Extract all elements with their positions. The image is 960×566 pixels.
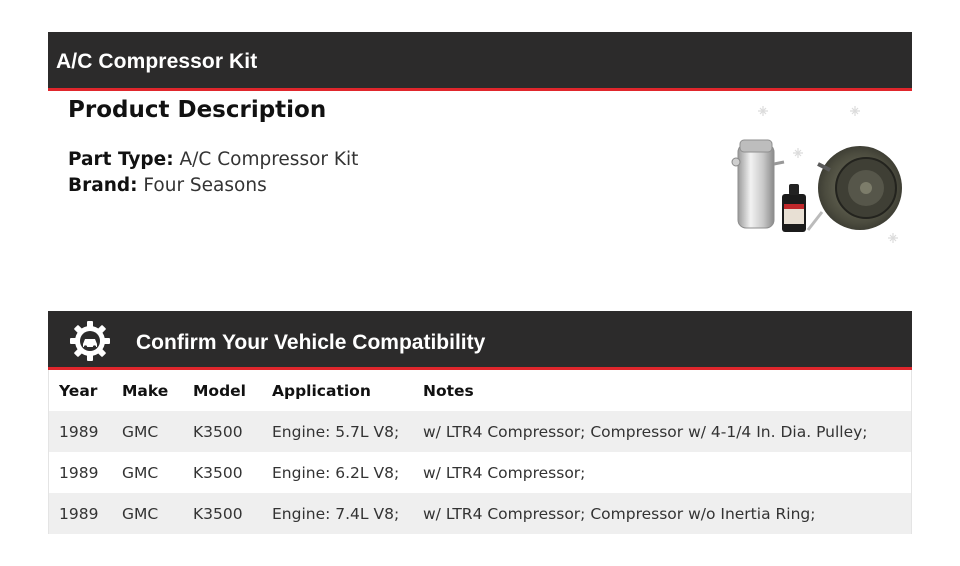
column-header-application: Application — [272, 382, 371, 400]
cell-notes: w/ LTR4 Compressor; Compressor w/ 4-1/4 In. Dia. Pulley; — [423, 423, 868, 441]
cell-year: 1989 — [59, 423, 99, 441]
part-type-label: Part Type: — [68, 149, 174, 170]
cell-make: GMC — [122, 464, 159, 482]
column-header-year: Year — [59, 382, 98, 400]
column-header-notes: Notes — [423, 382, 474, 400]
gear-car-icon — [68, 319, 112, 363]
cell-model: K3500 — [193, 464, 243, 482]
cell-application: Engine: 6.2L V8; — [272, 464, 400, 482]
compatibility-title: Confirm Your Vehicle Compatibility — [136, 331, 486, 354]
brand-line — [68, 173, 358, 199]
brand-label: Brand: — [68, 175, 138, 196]
brand-value: Four Seasons — [143, 175, 267, 196]
cell-year: 1989 — [59, 464, 99, 482]
cell-application: Engine: 7.4L V8; — [272, 505, 400, 523]
part-type-value: A/C Compressor Kit — [179, 149, 359, 170]
product-description — [68, 97, 358, 199]
table-row — [49, 411, 911, 452]
cell-notes: w/ LTR4 Compressor; Compressor w/o Inertia Ring; — [423, 505, 816, 523]
compatibility-banner — [48, 311, 912, 370]
column-header-model: Model — [193, 382, 246, 400]
table-row — [49, 493, 911, 534]
product-title: A/C Compressor Kit — [56, 50, 258, 73]
part-type-line — [68, 147, 358, 173]
compatibility-table — [48, 370, 912, 534]
cell-model: K3500 — [193, 423, 243, 441]
cell-year: 1989 — [59, 505, 99, 523]
cell-make: GMC — [122, 423, 159, 441]
description-heading: Product Description — [68, 97, 327, 123]
cell-make: GMC — [122, 505, 159, 523]
column-header-make: Make — [122, 382, 169, 400]
product-image — [720, 100, 920, 260]
cell-model: K3500 — [193, 505, 243, 523]
cell-notes: w/ LTR4 Compressor; — [423, 464, 586, 482]
table-row — [49, 452, 911, 493]
cell-application: Engine: 5.7L V8; — [272, 423, 400, 441]
product-title-banner — [48, 32, 912, 91]
table-header-row — [49, 370, 911, 411]
